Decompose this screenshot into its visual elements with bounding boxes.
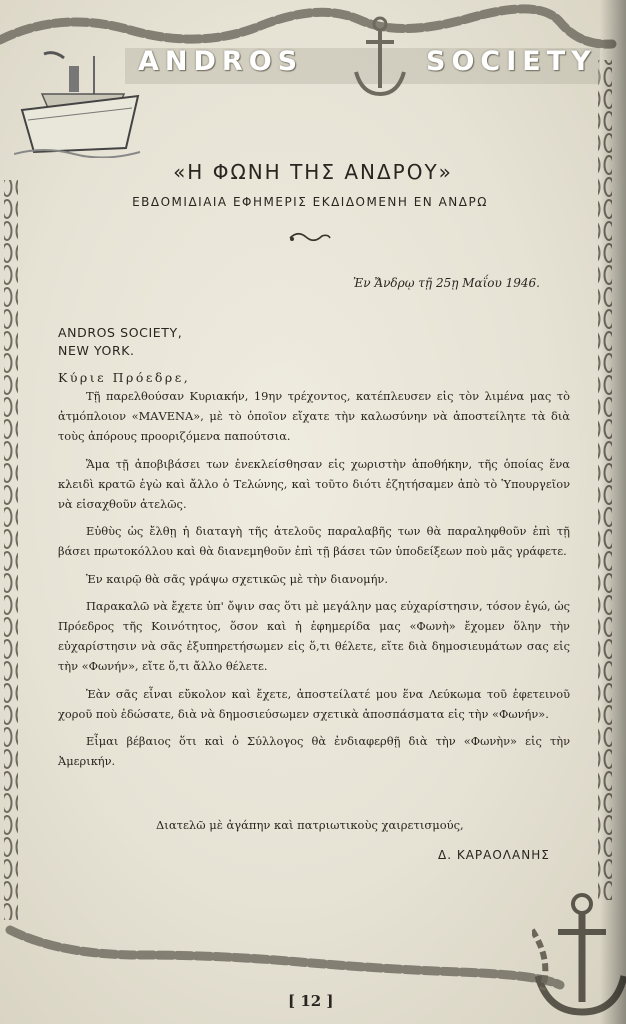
paragraph: Ἐὰν σᾶς εἶναι εὔκολον καὶ ἔχετε, ἀποστείλατέ μου ἕνα Λεύκωμα τοῦ ἐφετεινοῦ χοροῦ ποὺ ἐδώσατε, διὰ νὰ δημοσιεύσωμεν σχετικὰ ἀποσπάσματα εἰς τὴν «Φωνήν». bbox=[58, 686, 570, 721]
paragraph: Εὐθὺς ὡς ἔλθῃ ἡ διαταγὴ τῆς ἀτελοῦς παραλαβῆς των θὰ παραληφθοῦν ἐπὶ τῇ βάσει πρωτοκόλλου καὶ θὰ διανεμηθοῦν ἐπὶ τῇ βάσει τῶν ὑποδείξεων ποὺ μᾶς γράφετε. bbox=[58, 524, 570, 559]
closing: Διατελῶ μὲ ἀγάπην καὶ πατριωτικοὺς χαιρετισμούς, bbox=[156, 818, 464, 832]
addressee-line: ANDROS SOCIETY, bbox=[58, 325, 183, 340]
addressee bbox=[58, 324, 182, 360]
masthead-society: SOCIETY bbox=[426, 46, 597, 77]
binding-shadow bbox=[600, 0, 626, 1024]
masthead bbox=[130, 46, 610, 86]
signature: Δ. ΚΑΡΑΟΛΑΝΗΣ bbox=[438, 848, 550, 862]
paragraph: Παρακαλῶ νὰ ἔχετε ὑπ' ὄψιν σας ὅτι μὲ μεγάλην μας εὐχαρίστησιν, τόσον ἐγώ, ὡς Πρόεδρος τῆς Κοινότητος, ὅσον καὶ ἡ ἐφημερίδα μας «Φωνὴ» ἔχομεν ὅλην τὴν εὐχαρίστησιν νὰ σᾶς ἐξυπηρετήσωμεν εἰς ὅ,τι θέλετε, εἴτε διὰ δημοσιευμάτων σας εἰς τὴν «Φωνήν», εἴτε ὅ,τι ἄλλο θέλετε. bbox=[58, 598, 570, 674]
flourish-ornament bbox=[288, 228, 332, 246]
paragraph: Ἅμα τῇ ἀποβιβάσει των ἐνεκλείσθησαν εἰς χωριστὴν ἀποθήκην, τῆς ὁποίας ἕνα κλειδὶ κρατῶ ἐγὼ καὶ ἄλλο ὁ Τελώνης, καὶ τοῦτο διότι ἐζητήσαμεν ἀπὸ τὸ Ὑπουργεῖον νὰ εἰσαχθοῦν ἀτελῶς. bbox=[58, 456, 570, 512]
page-number: [ 12 ] bbox=[288, 992, 334, 1010]
letter-date: Ἐν Ἄνδρῳ τῇ 25ῃ Μαΐου 1946. bbox=[352, 276, 540, 290]
paragraph: Εἶμαι βέβαιος ὅτι καὶ ὁ Σύλλογος θὰ ἐνδιαφερθῇ διὰ τὴν «Φωνὴν» εἰς τὴν Ἀμερικήν. bbox=[58, 734, 570, 769]
addressee-line: NEW YORK. bbox=[58, 343, 135, 358]
salutation: Κύριε Πρόεδρε, bbox=[58, 370, 191, 385]
letter-body bbox=[58, 386, 570, 778]
masthead-andros: ANDROS bbox=[138, 46, 304, 77]
steamship-icon bbox=[14, 48, 144, 158]
newspaper-subtitle: ΕΒΔΟΜΙΔΙΑΙΑ ΕΦΗΜΕΡΙΣ ΕΚΔΙΔΟΜΕΝΗ ΕΝ ΑΝΔΡΩ bbox=[132, 195, 488, 209]
paragraph: Τῇ παρελθούσαν Κυριακήν, 19ην τρέχοντος, κατέπλευσεν εἰς τὸν λιμένα μας τὸ ἀτμόπλοιον «ΜΑVENA», μὲ τὸ ὁποῖον εἴχατε τὴν καλωσύνην νὰ ἀποστείλητε τὰ διὰ τοὺς ἀπόρους προοριζόμενα παπούτσια. bbox=[58, 389, 570, 444]
newspaper-title: «Η ΦΩΝΗ ΤΗΣ ΑΝΔΡΟΥ» bbox=[173, 160, 453, 184]
paragraph: Ἐν καιρῷ θὰ σᾶς γράψω σχετικῶς μὲ τὴν διανομήν. bbox=[86, 571, 388, 586]
